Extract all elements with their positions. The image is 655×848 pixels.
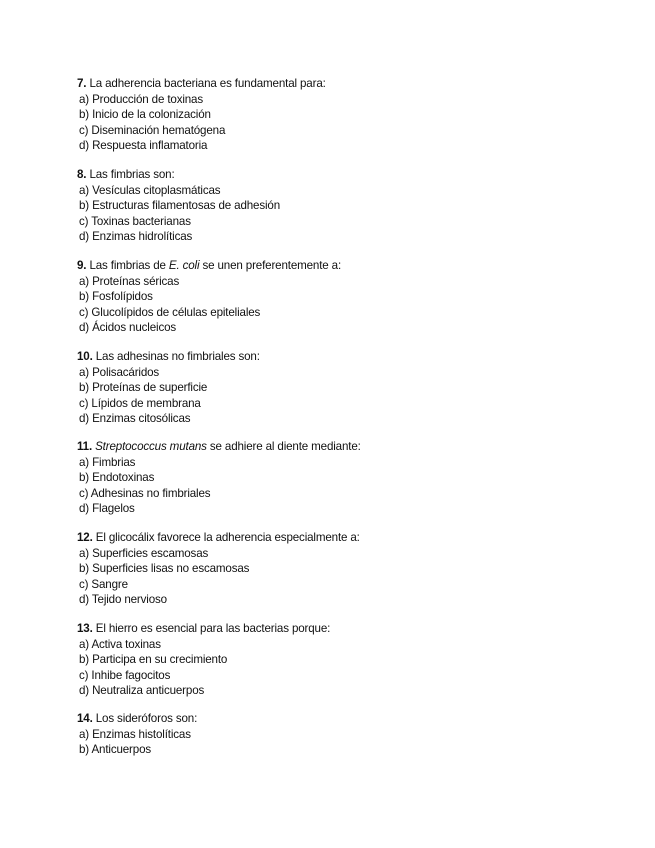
question-8: [77, 167, 597, 245]
option-c: c) Toxinas bacterianas: [79, 214, 191, 228]
question-number: 7.: [77, 77, 87, 90]
organism-name: Streptococcus mutans: [92, 440, 207, 453]
question-text: La adherencia bacteriana es fundamental para:: [86, 77, 326, 90]
option-b: b) Inicio de la colonización: [79, 108, 211, 121]
question-number: 11.: [77, 440, 93, 453]
question-stem: [77, 439, 597, 455]
option-b: b) Anticuerpos: [79, 743, 152, 756]
question-stem: [77, 711, 597, 727]
question-text: Las adhesinas no fimbriales son:: [92, 350, 260, 363]
question-text: Los sideróforos son:: [92, 712, 198, 725]
option-d: d) Enzimas hidrolíticas: [79, 230, 193, 243]
question-11: [77, 439, 597, 517]
question-stem: [77, 349, 597, 365]
question-stem: [77, 167, 597, 183]
option-d: d) Respuesta inflamatoria: [79, 139, 208, 152]
question-7: [77, 76, 597, 154]
question-14: [77, 711, 597, 758]
question-10: [77, 349, 597, 427]
option-c: c) Glucolípidos de células epiteliales: [79, 305, 261, 319]
question-13: [77, 621, 597, 699]
option-d: d) Ácidos nucleicos: [79, 321, 177, 334]
question-9: [77, 258, 597, 336]
question-text-end: se unen preferentemente a:: [199, 259, 342, 272]
option-a: a) Enzimas histolíticas: [79, 727, 191, 741]
option-b: b) Estructuras filamentosas de adhesión: [79, 199, 281, 212]
option-a: a) Vesículas citoplasmáticas: [79, 183, 221, 197]
option-c: c) Diseminación hematógena: [79, 123, 226, 137]
question-12: [77, 530, 597, 608]
question-text-end: se adhiere al diente mediante:: [206, 440, 361, 453]
question-text: El hierro es esencial para las bacterias porque:: [92, 622, 331, 635]
option-a: a) Fimbrias: [79, 455, 136, 469]
option-c: c) Adhesinas no fimbriales: [79, 486, 211, 500]
option-b: b) Proteínas de superficie: [79, 381, 208, 394]
option-a: a) Activa toxinas: [79, 637, 161, 651]
question-stem: [77, 258, 597, 274]
option-b: b) Superficies lisas no escamosas: [79, 562, 250, 575]
organism-name: E. coli: [168, 259, 200, 272]
question-text: Las fimbrias de: [86, 259, 169, 272]
option-b: b) Participa en su crecimiento: [79, 653, 228, 666]
option-c: c) Sangre: [79, 577, 128, 591]
question-number: 12.: [77, 531, 93, 544]
option-c: c) Inhibe fagocitos: [79, 668, 171, 682]
question-number: 13.: [77, 622, 93, 635]
option-a: a) Polisacáridos: [79, 365, 160, 379]
option-b: b) Fosfolípidos: [79, 290, 153, 303]
question-number: 8.: [77, 168, 87, 181]
option-d: d) Flagelos: [79, 502, 135, 515]
question-stem: [77, 621, 597, 637]
question-text: El glicocálix favorece la adherencia especialmente a:: [92, 531, 360, 544]
question-text: Las fimbrias son:: [86, 168, 175, 181]
question-number: 14.: [77, 712, 93, 725]
question-number: 10.: [77, 350, 93, 363]
option-a: a) Proteínas séricas: [79, 274, 180, 288]
question-number: 9.: [77, 259, 87, 272]
option-d: d) Enzimas citosólicas: [79, 412, 191, 425]
question-stem: [77, 76, 597, 92]
option-b: b) Endotoxinas: [79, 471, 155, 484]
option-a: a) Superficies escamosas: [79, 546, 209, 560]
option-c: c) Lípidos de membrana: [79, 396, 201, 410]
option-d: d) Neutraliza anticuerpos: [79, 684, 205, 697]
option-a: a) Producción de toxinas: [79, 92, 204, 106]
option-d: d) Tejido nervioso: [79, 593, 167, 606]
question-stem: [77, 530, 597, 546]
